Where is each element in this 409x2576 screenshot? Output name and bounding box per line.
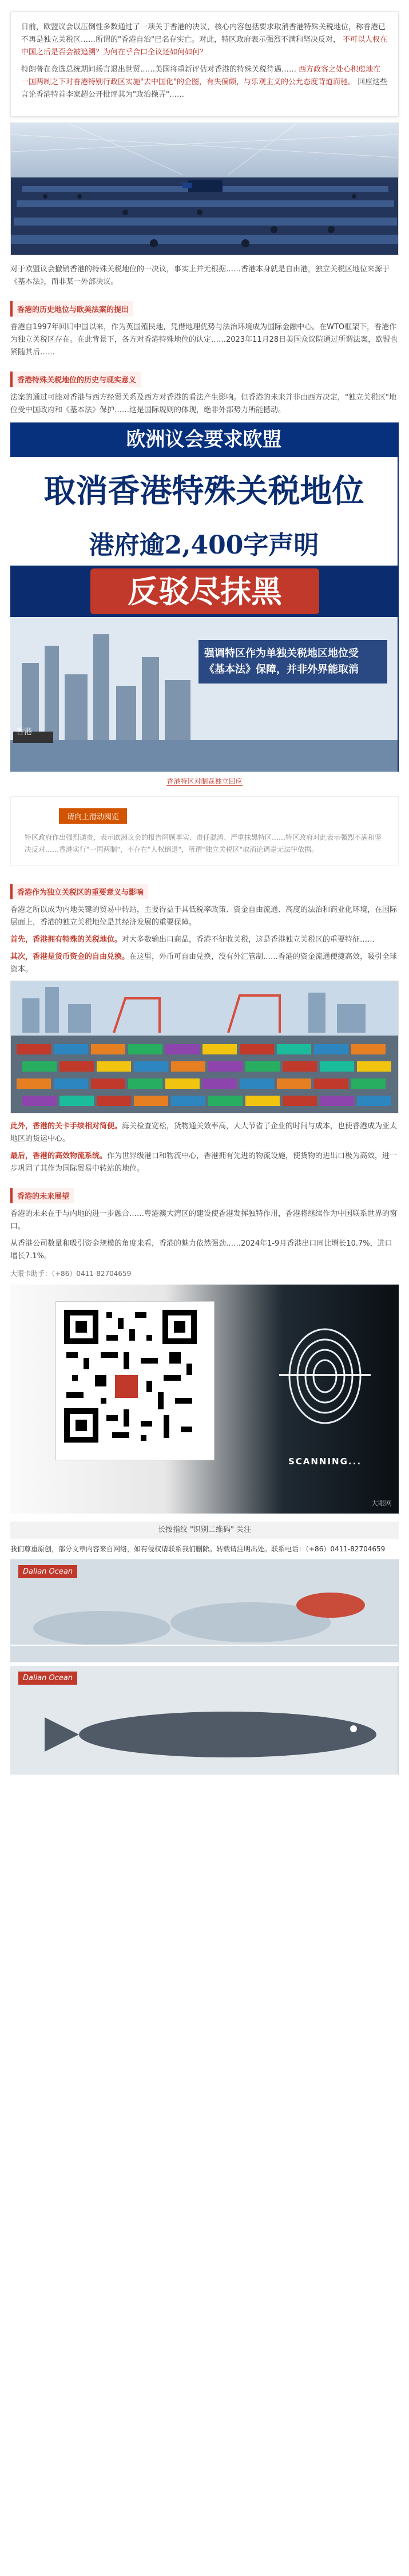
qr-code-icon: [61, 1306, 200, 1446]
banner-line-1: 欧洲议会要求欧盟: [10, 422, 398, 457]
section-heading-significance: 香港特殊关税地位的历史与现实意义: [10, 372, 141, 387]
section3-p2-text: 对大多数输出口商品，香港不征收关税，这是香港独立关税区的重要特征……: [122, 935, 375, 944]
section3-p2-lead: 首先，香港拥有特殊的关税地位。: [10, 935, 122, 944]
section4-paragraph-1: [10, 1120, 399, 1145]
fish-brand-label-2: Dalian Ocean: [18, 1672, 77, 1685]
intro-text-3: 回应这些言论香港特首李家超公开批评其为"政治操弄"……: [21, 78, 388, 99]
banner-caption-text: 香港特区对制裁独立回应: [166, 777, 243, 785]
brand-watermark: 大眼网: [371, 1499, 392, 1507]
section4-p1-text: 海关检查宽松，货物通关效率高，大大节省了企业的时间与成本，也使香港成为亚太地区的货运中心。: [10, 1122, 398, 1143]
section3-paragraph-3: [10, 951, 399, 976]
banner-sub-2: 《基本法》保障，并非外界能取消: [204, 663, 359, 675]
section3-p3-text: 在这里，外币可自由兑换，没有外汇管制……香港的资金流通便捷高效，吸引全球资本。: [10, 953, 398, 974]
section-heading-outlook: 香港的未来展望: [10, 1188, 74, 1203]
section5-paragraph-2: 从香港公司数量和吸引资金规模的角度来看，香港的魅力依然强劲……2024年1-9月香港出口同比增长10.7%，进口增长7.1%。: [10, 1239, 392, 1261]
section1-body: [10, 321, 399, 359]
section4-p2-lead: 最后，香港的高效物流系统。: [10, 1152, 108, 1160]
intro-box: [10, 11, 399, 117]
intro-text: 日前，欧盟议会以压倒性多数通过了一项关于香港的决议，核心内容包括要求取消香港特殊关税地位，称香港已不再是独立关税区……所谓的"香港自治"已名存实亡。对此，特区政府表示强烈不满和坚决反对，: [21, 23, 386, 44]
quote-body: 特区政府作出强烈谴责，表示欧洲议会的报告罔顾事实、责任混淆、严重抹黑特区……特区政府对此表示强烈不满和坚决反对……香港实行"一国两制"，不存在"人权倒退"，所谓"独立关税区"取消论调毫无法律依据。: [25, 833, 382, 854]
intro-text-2: 特朗普在竞选总统期间扬言退出世贸……美国将重新评估对香港的特殊关税待遇……: [21, 65, 297, 74]
banner-line-2: 取消香港特殊关税地位: [10, 457, 398, 526]
section4-paragraph-2: [10, 1150, 399, 1175]
scanning-label: SCANNING...: [288, 1456, 362, 1467]
section2-paragraph: 法案的通过可能对香港与西方经贸关系及西方对香港的看法产生影响。但香港的未来并非由西方决定，"独立关税区"地位受中国政府和《基本法》保护……这是国际规则的体现，绝非外部势力所能撼动。: [10, 393, 396, 414]
article-page: [0, 11, 409, 1775]
section4-body: [10, 1120, 399, 1175]
qr-code[interactable]: [56, 1302, 214, 1460]
copyright-notice: 我们尊重原创，部分文章内容来自网络，如有侵权请联系我们删除。转载请注明出处。联系电话：（+86）0411-82704659: [10, 1545, 386, 1553]
intro-paragraph-2: [21, 64, 388, 101]
section4-p1-lead: 此外，香港的关卡手续相对简便。: [10, 1122, 122, 1131]
banner-caption: [10, 776, 399, 786]
news-banner: [10, 422, 399, 772]
product-image-2: [10, 1666, 399, 1775]
section3-p3-lead: 其次，香港是货币资金的自由兑换。: [10, 953, 130, 961]
section3-paragraph-1: 香港之所以成为内地关键的贸易中转站，主要得益于其低税率政策、资金自由流通、高度的法治和商业化环境，在国际层面上，香港的独立关税地位是其经济发展的重要保障。: [10, 906, 398, 927]
section-heading-history: 香港的历史地位与欧美法案的提出: [10, 301, 133, 317]
section5-paragraph-1: 香港的未来在于与内地的进一步融合……粤港澳大湾区的建设使香港发挥独特作用，香港将继续作为中国联系世界的窗口。: [10, 1210, 398, 1231]
qr-follow-panel: [10, 1285, 399, 1514]
section1-lead: [10, 263, 399, 289]
scroll-quote-box[interactable]: [10, 796, 399, 866]
follow-instruction-bar: 长按指纹 "识别二维码" 关注: [10, 1522, 399, 1539]
quote-title: 请向上滑动阅览: [59, 808, 127, 824]
section-heading-importance: 香港作为独立关税区的重要意义与影响: [10, 884, 148, 899]
product-image-1: [10, 1559, 399, 1662]
intro-red-text: 不可以人权在中国之后是否会被追溯？为何在乎合口全议还如何如何？: [21, 35, 388, 57]
parliament-illustration: [11, 123, 398, 255]
section4-p2-text: 作为世界级港口和物流中心，香港拥有先进的物流设施，使货物的进出口极为高效，进一步巩固了其作为国际贸易中转站的地位。: [10, 1152, 398, 1173]
fish-brand-label-1: Dalian Ocean: [18, 1565, 77, 1578]
banner-line-4: 反驳尽抹黑: [90, 568, 319, 614]
port-illustration: [11, 981, 398, 1113]
container-port-photo: [10, 981, 399, 1113]
section3-body: [10, 904, 399, 976]
banner-subtitle: [198, 640, 387, 683]
intro-paragraph-1: [21, 21, 388, 59]
banner-sub-1: 强调特区作为单独关税地区地位受: [204, 647, 359, 659]
section1-lead-text: 对于欧盟议会撤销香港的特殊关税地位的一决议，事实上并无根据……香港本身就是自由港，独立关税区地位来源于《基本法》，而非某一外部决议。: [10, 265, 390, 286]
section1-paragraph: 香港自1997年回归中国以来，作为英国殖民地，凭借地理优势与法治环境成为国际金融中心。在WTO框架下，香港作为独立关税区存在。在此背景下，各方对香港特殊地位的认定……2023年11月28日美国众议院通过所谓法案，欧盟也紧随其后……: [10, 323, 398, 357]
intro-red-text-2: 西方政客之处心积虑地在一国两制之下对香港特别行政区实施"去中国化"的企图，有失偏颇，与乐观主义的公允态度背道而驰。: [21, 65, 381, 86]
banner-watermark: 香港: [16, 728, 32, 737]
contact-line: 大眼卡助手：（+86）0411-82704659: [10, 1270, 132, 1278]
fingerprint-icon[interactable]: [279, 1319, 371, 1433]
section5-body: [10, 1208, 399, 1280]
banner-line-3: 港府逾2,400字声明: [10, 526, 398, 566]
section2-body: [10, 392, 399, 417]
parliament-photo: [10, 123, 399, 255]
section3-paragraph-2: [10, 934, 399, 946]
